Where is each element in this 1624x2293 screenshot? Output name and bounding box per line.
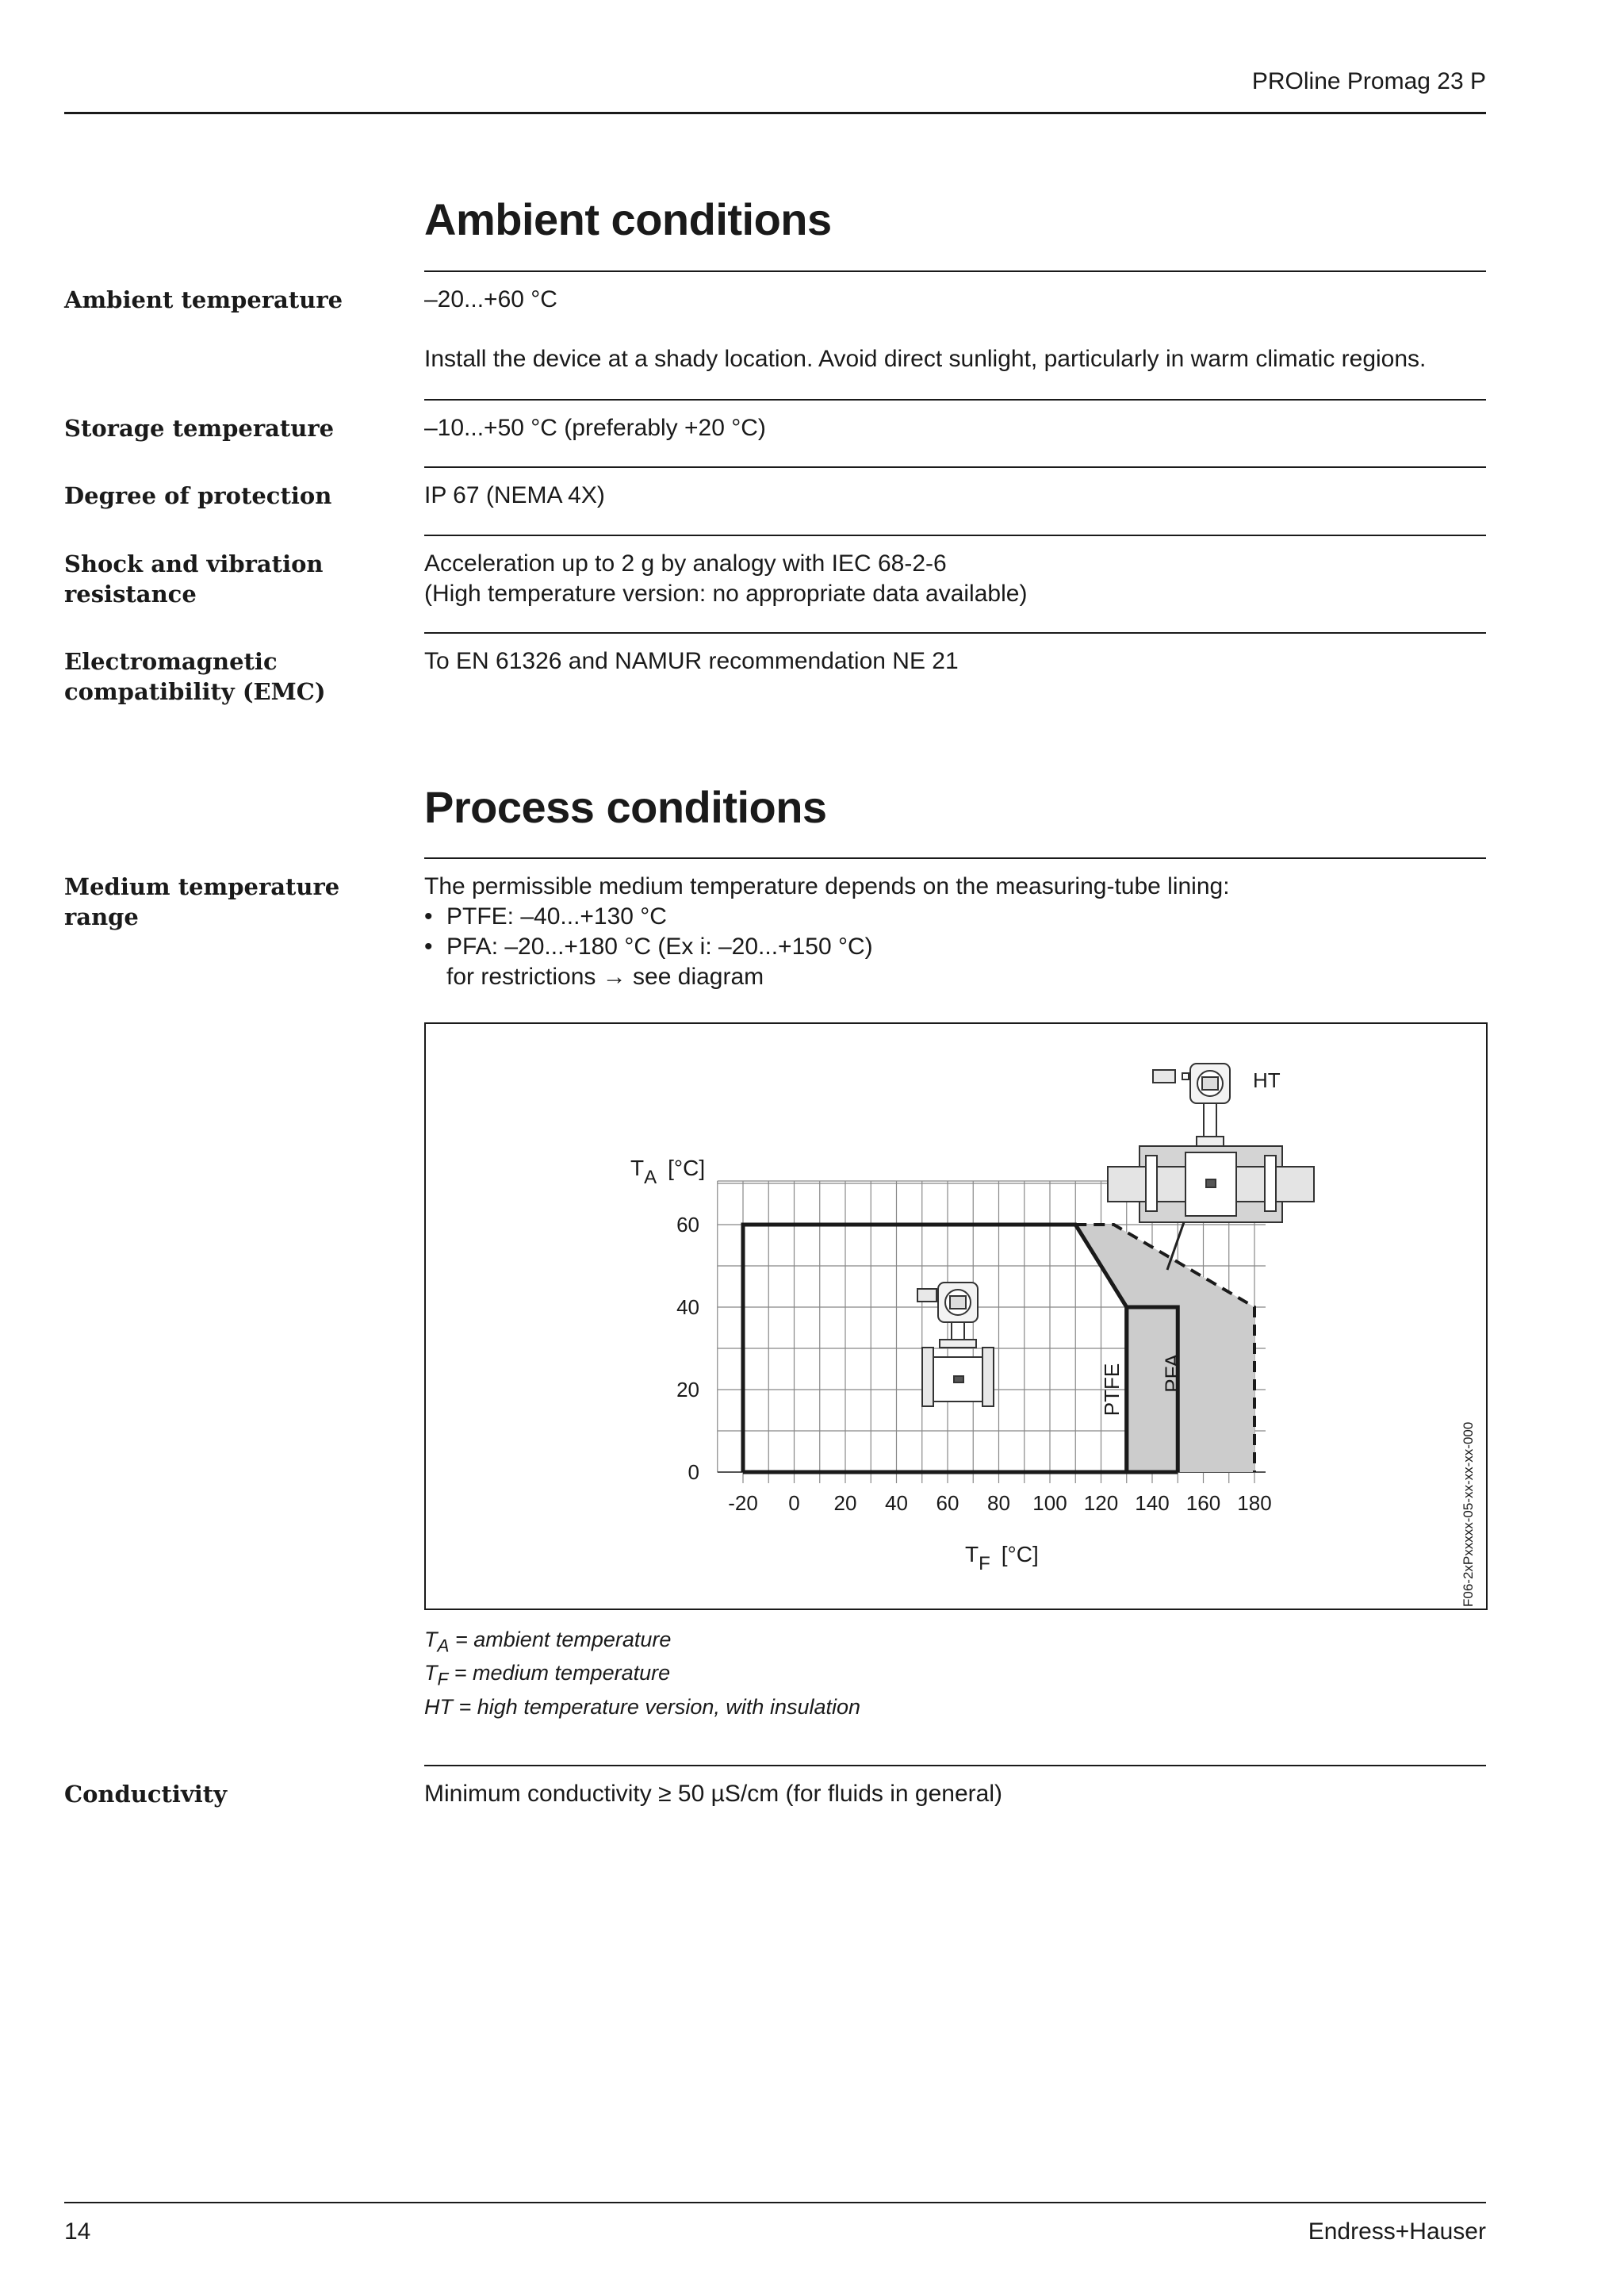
brand-name: Endress+Hauser: [1308, 2218, 1486, 2245]
row-value-conductivity: Minimum conductivity ≥ 50 µS/cm (for fluids in general): [424, 1781, 1002, 1807]
label-line: Shock and vibration: [64, 550, 324, 577]
running-header: PROline Promag 23 P: [1251, 68, 1486, 94]
row-label-emc: [64, 646, 397, 707]
list-item: • PFA: –20...+180 °C (Ex i: –20...+150 °C): [424, 932, 1487, 962]
legend-line-ta: [424, 1626, 860, 1659]
legend-text: = ambient temperature: [449, 1628, 672, 1651]
legend-symbol: T: [424, 1628, 438, 1651]
series-label-pfa: PFA: [1160, 1353, 1185, 1393]
x-tick-label: 100: [1032, 1491, 1067, 1515]
section-title-process: Process conditions: [424, 782, 827, 832]
ht-annotation: HT: [1253, 1068, 1281, 1092]
y-axis-label: TA [°C]: [630, 1156, 706, 1188]
row-label-degree-of-protection: Degree of protection: [64, 482, 332, 509]
x-tick-label: 40: [885, 1491, 908, 1515]
value-line: Acceleration up to 2 g by analogy with IEC 68-2-6: [424, 550, 947, 577]
x-tick-label: 180: [1237, 1491, 1272, 1515]
y-tick-label: 40: [676, 1295, 699, 1319]
x-tick-label: 140: [1135, 1491, 1170, 1515]
medium-temperature-description: [424, 872, 1487, 992]
label-line: Electromagnetic: [64, 648, 278, 675]
x-tick-label: 20: [833, 1491, 857, 1515]
ht-device-illustration: [1108, 1064, 1314, 1270]
label-line: resistance: [64, 581, 197, 608]
row-label-ambient-temperature: Ambient temperature: [64, 286, 343, 313]
label-line: Medium temperature: [64, 873, 340, 900]
header-rule: [64, 112, 1486, 114]
label-line: compatibility (EMC): [64, 678, 326, 705]
x-tick-label: 120: [1083, 1491, 1119, 1515]
legend-line-tf: [424, 1659, 860, 1693]
intro-text: The permissible medium temperature depends on the measuring-tube lining:: [424, 873, 1230, 899]
row-divider: [424, 1765, 1486, 1766]
row-label-storage-temperature: Storage temperature: [64, 415, 335, 442]
y-tick-label: 0: [688, 1460, 699, 1484]
row-divider: [424, 399, 1486, 401]
row-note-ambient-temperature: Install the device at a shady location. Avoid direct sunlight, particularly in warm climatic regions.: [424, 346, 1427, 372]
row-divider: [424, 632, 1486, 634]
series-label-ptfe: PTFE: [1099, 1363, 1124, 1417]
page-number: 14: [64, 2218, 91, 2245]
x-tick-label: 160: [1185, 1491, 1221, 1515]
row-label-shock-vibration: [64, 549, 397, 609]
legend-subscript: F: [437, 1669, 449, 1689]
row-label-conductivity: Conductivity: [64, 1781, 228, 1808]
label-line: range: [64, 903, 139, 930]
row-value-ambient-temperature: –20...+60 °C: [424, 286, 557, 313]
legend-symbol: HT: [424, 1694, 453, 1719]
x-tick-label: -20: [728, 1491, 758, 1515]
footer-rule: [64, 2202, 1486, 2203]
legend-text: = high temperature version, with insulation: [453, 1694, 861, 1719]
x-tick-label: 0: [788, 1491, 800, 1515]
row-divider: [424, 466, 1486, 468]
row-label-medium-temperature: [64, 872, 397, 932]
value-line: (High temperature version: no appropriate data available): [424, 581, 1028, 607]
section-rule: [424, 857, 1486, 859]
y-tick-label: 20: [676, 1378, 699, 1401]
section-rule: [424, 270, 1486, 272]
legend-line-ht: [424, 1693, 860, 1721]
row-value-shock-vibration: [424, 549, 1487, 609]
figure-code: F06-2xPxxxxx-05-xx-xx-xx-000: [1461, 1421, 1476, 1607]
temperature-chart: [426, 1024, 1486, 1609]
lining-list: [424, 902, 1487, 962]
row-value-degree-of-protection: IP 67 (NEMA 4X): [424, 482, 605, 508]
legend-subscript: A: [437, 1635, 450, 1656]
temperature-diagram: [424, 1022, 1488, 1610]
legend-text: = medium temperature: [448, 1661, 671, 1685]
legend-symbol: T: [424, 1661, 438, 1685]
restriction-note: for restrictions → see diagram: [446, 964, 764, 990]
y-tick-label: 60: [676, 1213, 699, 1237]
list-item: • PTFE: –40...+130 °C: [424, 902, 1487, 932]
chart-legend: [424, 1626, 860, 1721]
row-value-emc: To EN 61326 and NAMUR recommendation NE 21: [424, 648, 959, 674]
section-title-ambient: Ambient conditions: [424, 194, 832, 244]
x-axis-label: TF [°C]: [965, 1542, 1039, 1574]
row-divider: [424, 535, 1486, 536]
standard-device-illustration: [917, 1283, 994, 1406]
x-tick-label: 80: [987, 1491, 1010, 1515]
row-value-storage-temperature: –10...+50 °C (preferably +20 °C): [424, 415, 766, 441]
x-tick-label: 60: [936, 1491, 959, 1515]
